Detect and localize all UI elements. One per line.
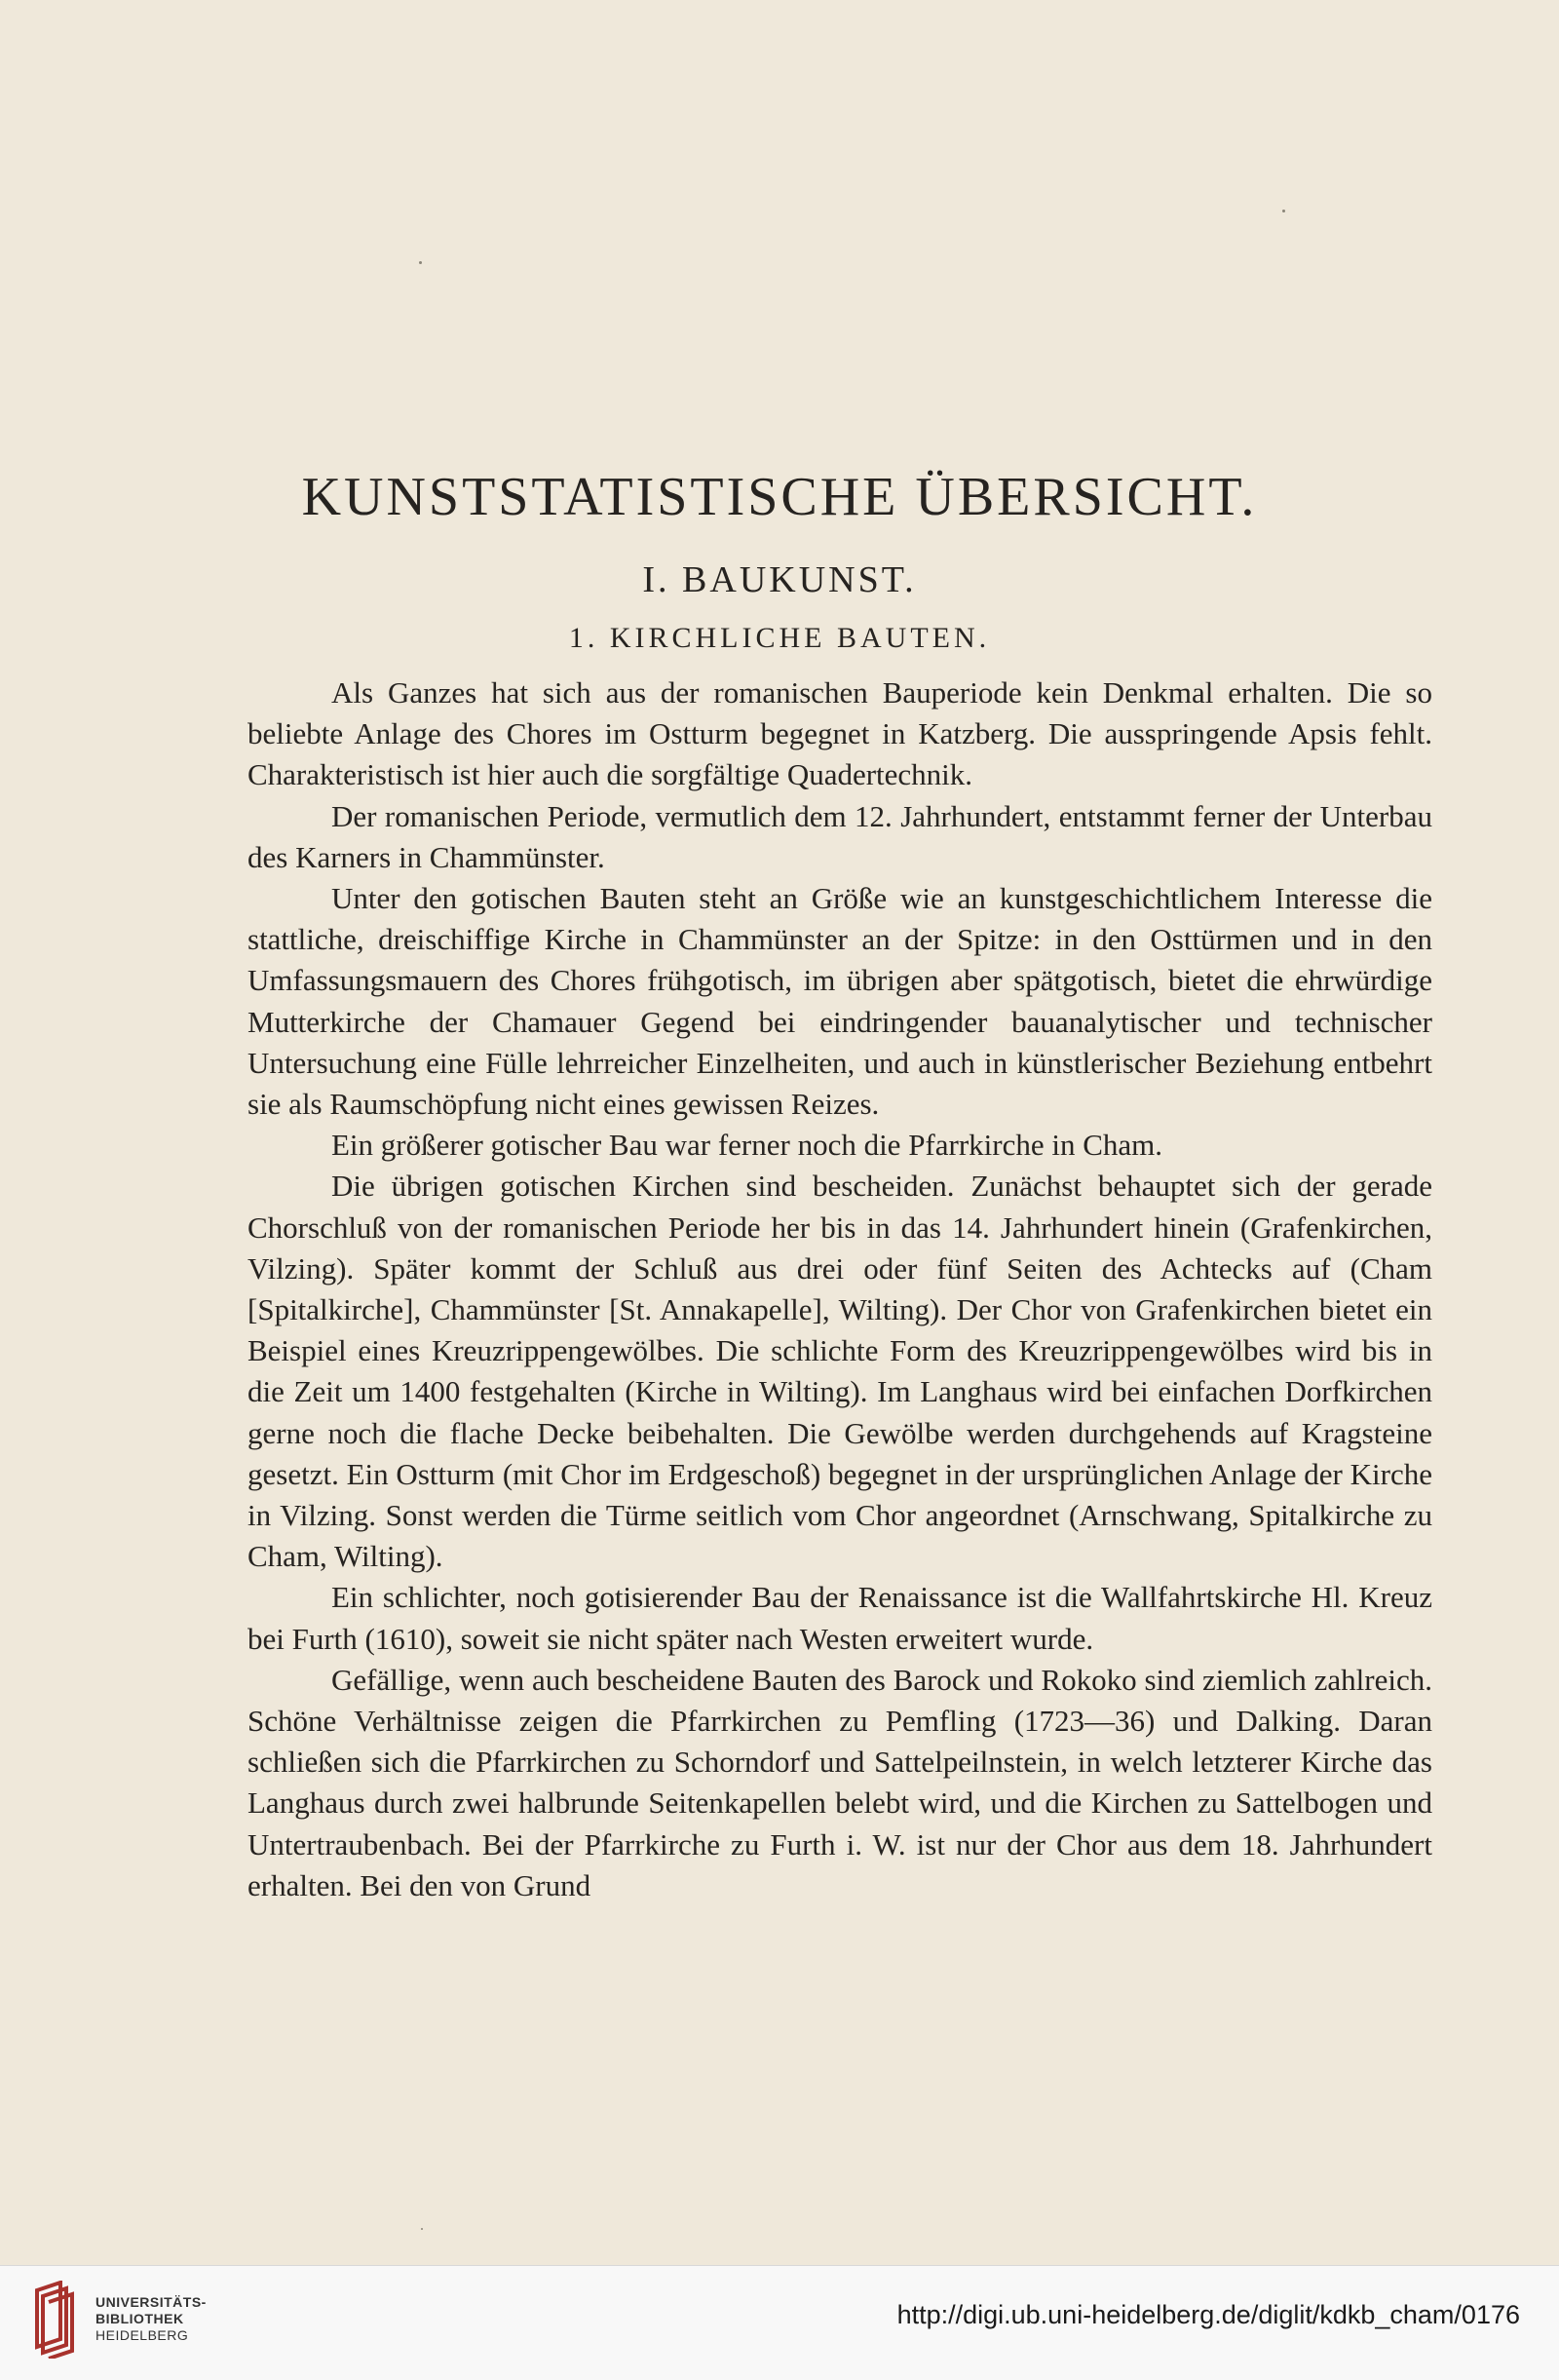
library-name (95, 2294, 207, 2344)
paragraph: Ein größerer gotischer Bau war ferner noch die Pfarrkirche in Cham. (331, 1128, 1163, 1163)
paragraph: Ein schlichter, noch gotisierender Bau der Renaissance ist die Wallfahrtskirche Hl. Kreuz bei Furth (1610), soweit sie nicht später nach Westen erweitert wurde. (247, 1580, 1432, 1656)
library-name-line: HEIDELBERG (95, 2327, 189, 2343)
paper-speck (421, 2228, 423, 2230)
body-text (247, 672, 1432, 1906)
paragraph: Die übrigen gotischen Kirchen sind bescheiden. Zunächst behauptet sich der gerade Chorschluß von der romanischen Periode her bis in das 14. Jahrhundert hinein (Grafenkirchen, Vilzing). Später kommt der Schluß aus drei oder fünf Seiten des Achtecks auf (Cham [Spitalkirche], Chammünster [St. Annakapelle], Wilting). Der Chor von Grafenkirchen bietet ein Beispiel eines Kreuzrippengewölbes. Die schlichte Form des Kreuzrippengewölbes wird bis in die Zeit um 1400 festgehalten (Kirche in Wilting). Im Langhaus wird bei einfachen Dorfkirchen gerne noch die flache Decke beibehalten. Die Gewölbe werden durchgehends auf Kragsteine gesetzt. Ein Ostturm (mit Chor im Erdgeschoß) begegnet in der ursprünglichen Anlage der Kirche in Vilzing. Sonst werden die Türme seitlich vom Chor angeordnet (Arnschwang, Spitalkirche zu Cham, Wilting). (247, 1169, 1432, 1574)
paper-speck (1282, 210, 1285, 212)
paper-speck (419, 261, 422, 264)
section-heading: I. BAUKUNST. (642, 559, 917, 600)
library-name-line: BIBLIOTHEK (95, 2311, 184, 2326)
paragraph: Unter den gotischen Bauten steht an Größe wie an kunstgeschichtlichem Interesse die stattliche, dreischiffige Kirche in Chammünster an der Spitze: in den Osttürmen und in den Umfassungsmauern des Chores frühgotisch, im übrigen aber spätgotisch, bietet die ehrwürdige Mutterkirche der Chamauer Gegend bei eindringender bauanalytischer und technischer Untersuchung eine Fülle lehrreicher Einzelheiten, und auch in künstlerischer Beziehung entbehrt sie als Raumschöpfung nicht eines gewissen Reizes. (247, 881, 1432, 1122)
subsection-heading: 1. KIRCHLICHE BAUTEN. (568, 622, 991, 654)
page-title: KUNSTSTATISTISCHE ÜBERSICHT. (301, 467, 1258, 527)
paragraph: Als Ganzes hat sich aus der romanischen Bauperiode kein Denkmal erhalten. Die so beliebte Anlage des Chores im Ostturm begegnet in Katzberg. Die ausspringende Apsis fehlt. Charakteristisch ist hier auch die sorgfältige Quadertechnik. (247, 675, 1432, 792)
paragraph: Gefällige, wenn auch bescheidene Bauten des Barock und Rokoko sind ziemlich zahlreich. Schöne Verhältnisse zeigen die Pfarrkirchen zu Pemfling (1723—36) und Dalking. Daran schließen sich die Pfarrkirchen zu Schorndorf und Sattelpeilnstein, in welch letzterer Kirche das Langhaus durch zwei halbrunde Seitenkapellen belebt wird, und die Kirchen zu Sattelbogen und Untertraubenbach. Bei der Pfarrkirche zu Furth i. W. ist nur der Chor aus dem 18. Jahrhundert erhalten. Bei den von Grund (247, 1662, 1432, 1902)
paragraph: Der romanischen Periode, vermutlich dem 12. Jahrhundert, entstammt ferner der Unterbau des Karners in Chammünster. (247, 798, 1432, 874)
library-name-line: UNIVERSITÄTS- (95, 2294, 207, 2310)
ub-heidelberg-logo-icon (29, 2281, 86, 2359)
permalink-url[interactable]: http://digi.ub.uni-heidelberg.de/diglit/kdkb_cham/0176 (896, 2300, 1520, 2329)
